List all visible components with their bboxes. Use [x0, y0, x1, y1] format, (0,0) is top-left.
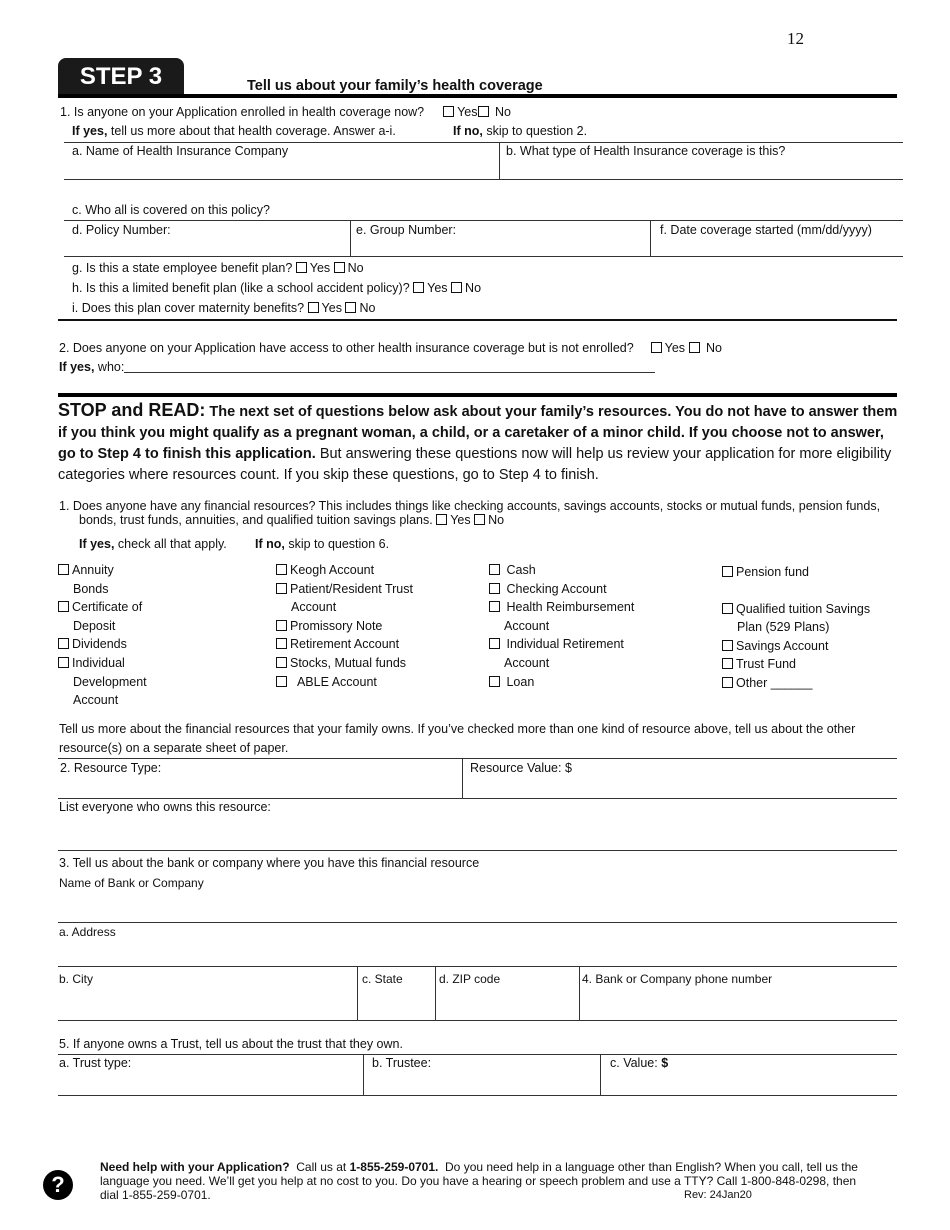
q2-line [59, 341, 722, 355]
trust-value-symbol: $ [661, 1056, 669, 1070]
help-bold-lead: Need help with your Application? [100, 1160, 290, 1174]
q1-i-line [72, 301, 375, 315]
q1g-no-checkbox[interactable] [334, 262, 345, 273]
resource-loan[interactable]: Loan [489, 673, 634, 692]
resource-ida-cont2: Account [73, 693, 119, 708]
q1h-yes-checkbox[interactable] [413, 282, 424, 293]
resource-retirement[interactable]: Retirement Account [276, 635, 413, 654]
q1g-yes-checkbox[interactable] [296, 262, 307, 273]
q2-no-label: No [706, 341, 723, 355]
q1-h-line [72, 281, 481, 295]
stop-bold-text: The next set of questions below ask about your family’s resources. You do not have to answer them if you think you might qualify as a pregnant woman, a child, or a caretaker of a minor child. If you choose not to answer, go to Step 4 to finish this application. [58, 404, 898, 462]
resource-column-3 [489, 561, 634, 691]
resource-column-2 [276, 561, 413, 691]
resource-ira-cont: Account [504, 655, 550, 670]
trust-value-label: c. Value: [610, 1056, 658, 1070]
res-if-no-bold: If no, [255, 537, 285, 551]
resource-hra-cont: Account [504, 618, 550, 633]
q1-yes-label: Yes [457, 105, 478, 119]
res-if-no-text: skip to question 6. [288, 537, 390, 551]
bank-address-field[interactable]: a. Address [59, 925, 116, 939]
q1-h-label: h. Is this a limited benefit plan (like a school accident policy)? [72, 281, 410, 295]
bank-question: 3. Tell us about the bank or company where you have this financial resource [59, 856, 480, 870]
resource-pension[interactable]: Pension fund [722, 563, 870, 582]
policy-number-field[interactable]: d. Policy Number: [72, 223, 171, 237]
resource-checking[interactable]: Checking Account [489, 580, 634, 599]
trustee-field[interactable]: b. Trustee: [372, 1056, 432, 1070]
resource-529[interactable]: Qualified tuition Savings [722, 600, 870, 619]
resource-529-cont: Plan (529 Plans) [737, 620, 830, 635]
page-number: 12 [787, 29, 804, 48]
res-if-yes [79, 537, 227, 551]
resource-dividends[interactable]: Dividends [58, 635, 147, 654]
section-rule [58, 393, 897, 397]
q1-yes-checkbox[interactable] [443, 106, 454, 117]
group-number-field[interactable]: e. Group Number: [356, 223, 457, 237]
bank-name-field[interactable]: Name of Bank or Company [59, 876, 204, 890]
help-text [100, 1160, 900, 1202]
help-body1: Do you need help in a language other than English? When you call, tell us the [445, 1160, 858, 1174]
resource-ida-cont: Development [73, 674, 147, 689]
resource-able[interactable]: ABLE Account [276, 673, 413, 692]
q1-if-yes-text: tell us more about that health coverage. Answer a-i. [110, 124, 396, 138]
resource-column-1 [58, 561, 147, 710]
trust-question: 5. If anyone owns a Trust, tell us about the trust that they own. [59, 1037, 403, 1051]
res-q1-line2-text: bonds, trust funds, annuities, and qualified tuition savings plans. [79, 513, 433, 527]
q2-yes-label: Yes [664, 341, 686, 355]
q1g-no-label: No [347, 261, 364, 275]
res-q1-no-checkbox[interactable] [474, 514, 485, 525]
resource-patient-trust[interactable]: Patient/Resident Trust [276, 580, 413, 599]
q2-who-input[interactable] [124, 372, 655, 373]
q1-g-label: g. Is this a state employee benefit plan? [72, 261, 293, 275]
step-title: Tell us about your family’s health coverage [247, 78, 543, 94]
step-tab: STEP 3 [58, 58, 184, 96]
resource-trust-fund[interactable]: Trust Fund [722, 655, 870, 674]
resource-annuity[interactable]: Annuity [58, 561, 147, 580]
bank-zip-field[interactable]: d. ZIP code [439, 972, 501, 986]
q1i-yes-label: Yes [321, 301, 342, 315]
stop-heading: STOP and READ: [58, 400, 206, 420]
res-q1-line1: 1. Does anyone have any financial resources? This includes things like checking accounts, savings accounts, stocks or mutual funds, pension funds, [59, 499, 881, 513]
resource-column-4 [722, 563, 870, 693]
bank-city-field[interactable]: b. City [59, 972, 94, 986]
q1-line [60, 105, 511, 119]
help-phone: 1-855-259-0701. [349, 1160, 439, 1174]
q1-if-no [453, 124, 587, 138]
q1i-no-label: No [359, 301, 376, 315]
resource-type-field[interactable]: 2. Resource Type: [60, 761, 162, 775]
help-call-text: Call us at [296, 1160, 347, 1174]
resource-promissory[interactable]: Promissory Note [276, 617, 413, 636]
resource-hra[interactable]: Health Reimbursement [489, 598, 634, 617]
q2-yes-checkbox[interactable] [651, 342, 662, 353]
covered-persons-field[interactable]: c. Who all is covered on this policy? [72, 203, 271, 217]
trust-value-field[interactable] [610, 1056, 668, 1070]
resource-certificate-cont: Deposit [73, 618, 116, 633]
q1-no-label: No [495, 105, 511, 119]
q2-who-line [59, 360, 124, 374]
stop-and-read [58, 400, 898, 486]
res-q1-yes-checkbox[interactable] [436, 514, 447, 525]
resource-cash[interactable]: Cash [489, 561, 634, 580]
res-q1-no-label: No [488, 513, 505, 527]
q1-i-label: i. Does this plan cover maternity benefits? [72, 301, 305, 315]
q1h-yes-label: Yes [427, 281, 448, 295]
question-icon: ? [43, 1170, 73, 1200]
resource-value-field[interactable]: Resource Value: $ [470, 761, 572, 775]
res-if-yes-text: check all that apply. [117, 537, 227, 551]
help-body3: dial 1-855-259-0701. [100, 1188, 211, 1202]
q2-who-label: who: [97, 360, 125, 374]
q2-question: 2. Does anyone on your Application have access to other health insurance coverage but is not enrolled? [59, 341, 634, 355]
resource-owners-field[interactable]: List everyone who owns this resource: [59, 800, 271, 814]
res-if-no [255, 537, 389, 551]
resource-ira[interactable]: Individual Retirement [489, 635, 634, 654]
bank-state-field[interactable]: c. State [362, 972, 403, 986]
q1-if-yes-bold: If yes, [72, 124, 108, 138]
q1-g-line [72, 261, 364, 275]
q1-if-no-bold: If no, [453, 124, 483, 138]
q1-if-no-text: skip to question 2. [486, 124, 588, 138]
q1i-no-checkbox[interactable] [345, 302, 356, 313]
resource-patient-trust-cont: Account [291, 600, 337, 615]
q1h-no-label: No [465, 281, 482, 295]
resource-keogh[interactable]: Keogh Account [276, 561, 413, 580]
q1-question: 1. Is anyone on your Application enrolled in health coverage now? [60, 105, 425, 119]
resource-certificate[interactable]: Certificate of [58, 598, 147, 617]
q1i-yes-checkbox[interactable] [308, 302, 319, 313]
q2-if-yes-bold: If yes, [59, 360, 95, 374]
coverage-type-field[interactable]: b. What type of Health Insurance coverage is this? [506, 144, 786, 158]
resource-stocks[interactable]: Stocks, Mutual funds [276, 654, 413, 673]
q1-no-checkbox[interactable] [478, 106, 489, 117]
more-info-line2: resource(s) on a separate sheet of paper. [59, 741, 289, 755]
q1-if-yes [72, 124, 396, 138]
resource-savings[interactable]: Savings Account [722, 637, 870, 656]
res-q1-yes-label: Yes [450, 513, 471, 527]
more-info-line1: Tell us more about the financial resources that your family owns. If you’ve checked more than one kind of resource above, tell us about the other [59, 722, 856, 736]
q1g-yes-label: Yes [309, 261, 331, 275]
res-if-yes-bold: If yes, [79, 537, 115, 551]
resource-ida[interactable]: Individual [58, 654, 147, 673]
section-rule [58, 94, 897, 98]
q1h-no-checkbox[interactable] [451, 282, 462, 293]
coverage-start-date-field[interactable]: f. Date coverage started (mm/dd/yyyy) [660, 223, 872, 237]
trust-type-field[interactable]: a. Trust type: [59, 1056, 132, 1070]
resource-other[interactable]: Other ______ [722, 674, 870, 693]
res-q1-line2 [79, 513, 504, 527]
bank-phone-field[interactable]: 4. Bank or Company phone number [582, 972, 773, 986]
q2-no-checkbox[interactable] [689, 342, 700, 353]
resource-annuity-cont: Bonds [73, 581, 109, 596]
revision-label: Rev: 24Jan20 [684, 1189, 752, 1201]
stop-plain-text: But answering these questions now will help us review your application for more eligibility categories where resources count. If you skip these questions, go to Step 4 to finish. [58, 446, 892, 483]
insurance-company-field[interactable]: a. Name of Health Insurance Company [72, 144, 289, 158]
help-body2: language you need. We’ll get you help at no cost to you. Do you have a hearing or speech problem and use a TTY? Call 1-800-848-0298, then [100, 1174, 857, 1188]
